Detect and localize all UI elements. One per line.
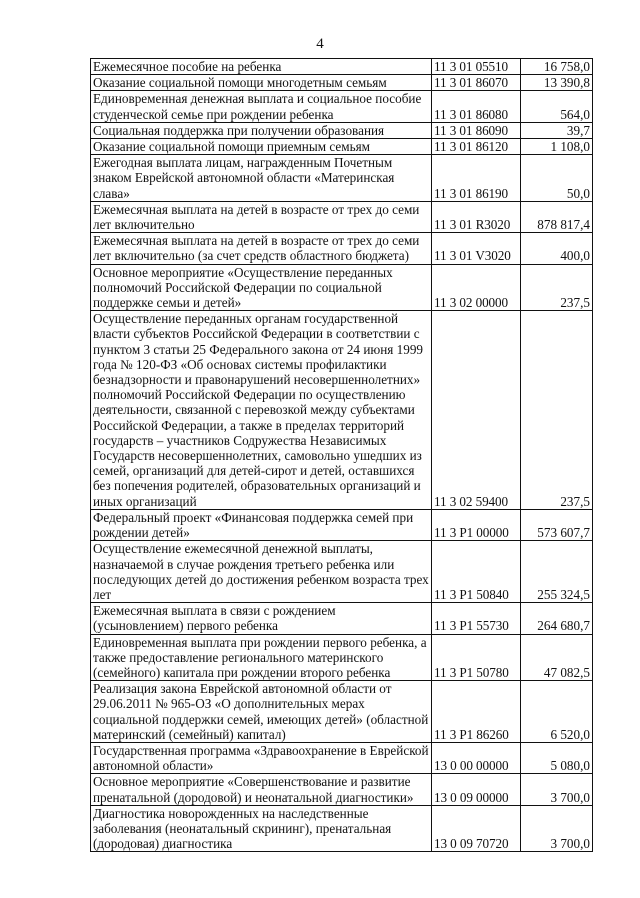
row-sum: 264 680,7 [521, 603, 593, 634]
row-code: 11 3 01 R3020 [432, 201, 521, 232]
row-name: Ежемесячная выплата на детей в возрасте от трех до семи лет включительно [91, 201, 432, 232]
row-sum: 50,0 [521, 155, 593, 202]
row-sum: 47 082,5 [521, 634, 593, 681]
row-sum: 878 817,4 [521, 201, 593, 232]
table-row [91, 75, 593, 91]
row-sum: 1 108,0 [521, 139, 593, 155]
table-row [91, 155, 593, 202]
table-row [91, 634, 593, 681]
row-code: 11 3 02 00000 [432, 264, 521, 311]
row-name: Государственная программа «Здравоохранение в Еврейской автономной области» [91, 742, 432, 773]
row-sum: 573 607,7 [521, 509, 593, 540]
row-name: Федеральный проект «Финансовая поддержка семей при рождении детей» [91, 509, 432, 540]
row-name: Диагностика новорожденных на наследственные заболевания (неонатальный скрининг), пренатальная (дородовая) диагностика [91, 805, 432, 852]
table-row [91, 201, 593, 232]
budget-table [90, 58, 593, 852]
table-row [91, 774, 593, 805]
row-code: 11 3 01 05510 [432, 59, 521, 75]
row-sum: 255 324,5 [521, 541, 593, 603]
table-row [91, 805, 593, 852]
row-name: Ежемесячное пособие на ребенка [91, 59, 432, 75]
row-code: 11 3 01 86120 [432, 139, 521, 155]
row-code: 13 0 00 00000 [432, 742, 521, 773]
row-code: 11 3 P1 50840 [432, 541, 521, 603]
row-name: Оказание социальной помощи многодетным семьям [91, 75, 432, 91]
row-code: 11 3 P1 00000 [432, 509, 521, 540]
table-row [91, 122, 593, 138]
row-sum: 237,5 [521, 264, 593, 311]
table-row [91, 91, 593, 122]
row-sum: 564,0 [521, 91, 593, 122]
row-name: Ежегодная выплата лицам, награжденным Почетным знаком Еврейской автономной области «Материнская слава» [91, 155, 432, 202]
row-code: 11 3 01 86080 [432, 91, 521, 122]
row-code: 11 3 01 86070 [432, 75, 521, 91]
table-row [91, 233, 593, 264]
row-code: 13 0 09 70720 [432, 805, 521, 852]
row-name: Социальная поддержка при получении образования [91, 122, 432, 138]
row-code: 11 3 P1 55730 [432, 603, 521, 634]
row-sum: 6 520,0 [521, 681, 593, 743]
row-name: Ежемесячная выплата в связи с рождением (усыновлением) первого ребенка [91, 603, 432, 634]
row-code: 11 3 01 86190 [432, 155, 521, 202]
row-code: 11 3 01 V3020 [432, 233, 521, 264]
row-code: 11 3 P1 86260 [432, 681, 521, 743]
table-row [91, 264, 593, 311]
row-sum: 13 390,8 [521, 75, 593, 91]
table-row [91, 603, 593, 634]
row-sum: 16 758,0 [521, 59, 593, 75]
table-row [91, 541, 593, 603]
row-code: 13 0 09 00000 [432, 774, 521, 805]
row-name: Единовременная денежная выплата и социальное пособие студенческой семье при рождении ребенка [91, 91, 432, 122]
row-code: 11 3 P1 50780 [432, 634, 521, 681]
table-row [91, 681, 593, 743]
row-sum: 3 700,0 [521, 774, 593, 805]
table-row [91, 509, 593, 540]
row-name: Осуществление переданных органам государственной власти субъектов Российской Федерации в соответствии с пунктом 3 статьи 25 Федерального закона от 24 июня 1999 года № 120-ФЗ «Об основах системы профилактики безнадзорности и правонарушений несовершеннолетних» полномочий Российской Федерации по осуществлению деятельности, связанной с перевозкой между субъектами Российской Федерации, а также в пределах территорий государств – участников Содружества Независимых Государств несовершеннолетних, самовольно ушедших из семей, организаций для детей-сирот и детей, оставшихся без попечения родителей, образовательных организаций и иных организаций [91, 311, 432, 510]
row-sum: 39,7 [521, 122, 593, 138]
row-name: Основное мероприятие «Совершенствование и развитие пренатальной (дородовой) и неонатальной диагностики» [91, 774, 432, 805]
row-name: Осуществление ежемесячной денежной выплаты, назначаемой в случае рождения третьего ребенка или последующих детей до достижения ребенком возраста трех лет [91, 541, 432, 603]
row-name: Оказание социальной помощи приемным семьям [91, 139, 432, 155]
table-row [91, 59, 593, 75]
row-sum: 237,5 [521, 311, 593, 510]
row-name: Реализация закона Еврейской автономной области от 29.06.2011 № 965-ОЗ «О дополнительных мерах социальной поддержки семей, имеющих детей» (областной материнский (семейный) капитал) [91, 681, 432, 743]
row-sum: 400,0 [521, 233, 593, 264]
row-name: Ежемесячная выплата на детей в возрасте от трех до семи лет включительно (за счет средств областного бюджета) [91, 233, 432, 264]
row-sum: 5 080,0 [521, 742, 593, 773]
row-sum: 3 700,0 [521, 805, 593, 852]
row-code: 11 3 02 59400 [432, 311, 521, 510]
row-code: 11 3 01 86090 [432, 122, 521, 138]
row-name: Основное мероприятие «Осуществление переданных полномочий Российской Федерации по социальной поддержке семьи и детей» [91, 264, 432, 311]
table-row [91, 139, 593, 155]
table-row [91, 742, 593, 773]
row-name: Единовременная выплата при рождении первого ребенка, а также предоставление регионального материнского (семейного) капитала при рождении второго ребенка [91, 634, 432, 681]
page-number: 4 [316, 36, 324, 52]
table-row [91, 311, 593, 510]
